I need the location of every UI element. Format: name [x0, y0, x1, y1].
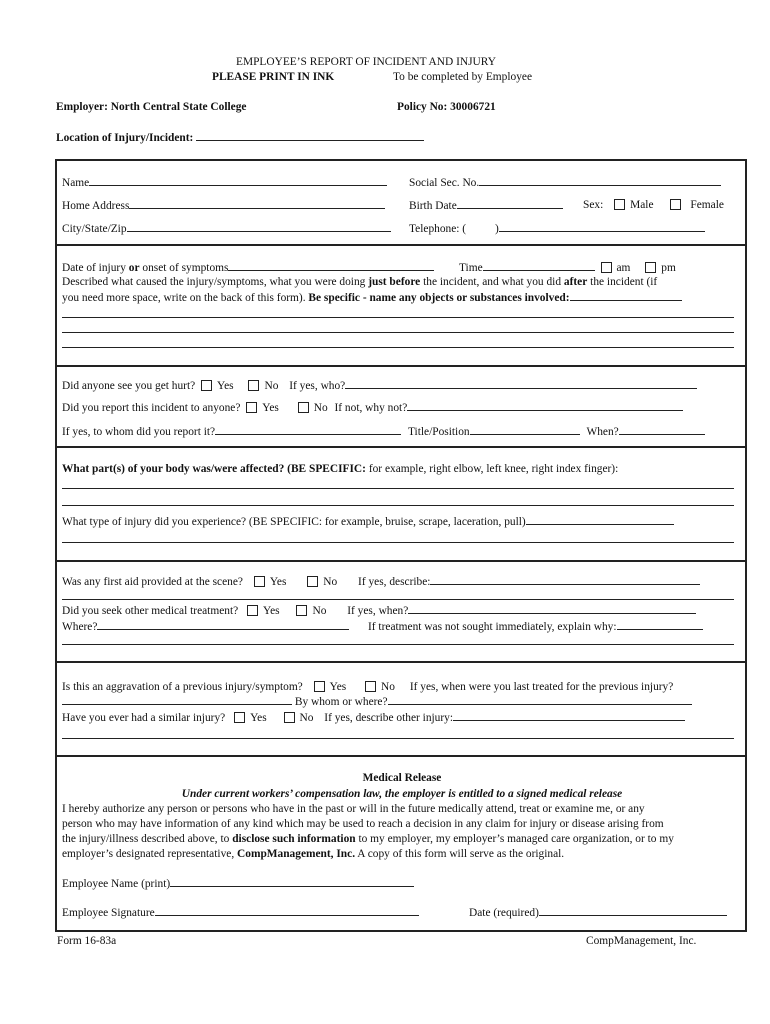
- injury-type-field[interactable]: [526, 515, 674, 525]
- no-label: No: [299, 712, 314, 724]
- time-field[interactable]: [483, 261, 595, 271]
- not-sought-row: [368, 620, 703, 633]
- desc-text: the incident, and what you did: [423, 276, 562, 288]
- anyone-see-no-checkbox[interactable]: [248, 380, 259, 391]
- release-paragraph-1: I hereby authorize any person or persons who have in the past or will in the future medically attend, treat or examine me, or any: [62, 803, 645, 815]
- time-row: [459, 261, 676, 274]
- name-row: [62, 176, 387, 189]
- desc-after: after: [563, 276, 588, 288]
- employee-signature-row: [62, 906, 419, 919]
- aggravation-question: Is this an aggravation of a previous injury/symptom?: [62, 681, 303, 693]
- location-label: Location of Injury/Incident:: [56, 132, 194, 144]
- description-line[interactable]: [62, 317, 734, 318]
- city-row: [62, 222, 391, 235]
- by-whom-row: [62, 695, 692, 708]
- employer-line: [56, 101, 246, 113]
- other-injury-line[interactable]: [62, 738, 734, 739]
- date-required-row: [469, 906, 727, 919]
- telephone-close: ): [494, 223, 499, 235]
- completed-by-note: To be completed by Employee: [393, 71, 533, 83]
- anyone-see-yes-checkbox[interactable]: [201, 380, 212, 391]
- other-injury-field[interactable]: [453, 711, 685, 721]
- medical-release-subtitle: Under current workers’ compensation law, the employer is entitled to a signed medical release: [181, 788, 623, 800]
- form-title: EMPLOYEE’S REPORT OF INCIDENT AND INJURY: [236, 56, 496, 68]
- description-line[interactable]: [62, 332, 734, 333]
- home-address-row: [62, 199, 385, 212]
- am-checkbox[interactable]: [601, 262, 612, 273]
- home-address-field[interactable]: [129, 199, 385, 209]
- body-part-bold: What part(s) of your body was/were affected? (BE SPECIFIC:: [62, 463, 366, 475]
- policy-value: 30006721: [450, 101, 496, 113]
- location-line: [56, 131, 424, 144]
- city-label: City/State/Zip: [62, 223, 127, 235]
- yes-label: Yes: [329, 681, 347, 693]
- yes-label: Yes: [262, 402, 279, 414]
- male-label: Male: [630, 199, 654, 211]
- release-paragraph-4: [62, 848, 564, 860]
- yes-label: Yes: [269, 576, 287, 588]
- body-part-examples: for example, right elbow, left knee, right index finger):: [368, 463, 619, 475]
- reported-to-field[interactable]: [215, 425, 401, 435]
- date-required-field[interactable]: [539, 906, 727, 916]
- sex-row: [583, 199, 724, 211]
- date-or: or: [128, 262, 140, 274]
- section-divider: [55, 446, 747, 448]
- medical-release-title: Medical Release: [362, 772, 442, 784]
- city-field[interactable]: [127, 222, 391, 232]
- no-label: No: [313, 402, 328, 414]
- body-part-line[interactable]: [62, 505, 734, 506]
- no-label: No: [264, 380, 279, 392]
- employee-signature-field[interactable]: [155, 906, 419, 916]
- desc-text: Described what caused the injury/symptoms, what you were doing: [62, 276, 366, 288]
- release-text: employer’s designated representative,: [62, 848, 235, 860]
- other-injury-label: If yes, describe other injury:: [324, 712, 454, 724]
- description-field[interactable]: [570, 291, 682, 301]
- male-checkbox[interactable]: [614, 199, 625, 210]
- section-divider: [55, 560, 747, 562]
- date-suffix: onset of symptoms: [142, 262, 229, 274]
- reported-to-label: If yes, to whom did you report it?: [62, 426, 216, 438]
- employee-signature-label: Employee Signature: [62, 907, 155, 919]
- home-address-label: Home Address: [62, 200, 130, 212]
- sex-label: Sex:: [583, 199, 604, 211]
- description-line[interactable]: [62, 347, 734, 348]
- first-aid-row: [62, 575, 700, 588]
- ssn-row: [409, 176, 721, 189]
- last-treated-field[interactable]: [62, 695, 292, 705]
- pm-label: pm: [661, 262, 676, 274]
- section-divider: [55, 661, 747, 663]
- not-sought-line[interactable]: [62, 644, 734, 645]
- ssn-field[interactable]: [479, 176, 721, 186]
- aggravation-row: [62, 681, 673, 693]
- no-label: No: [323, 576, 338, 588]
- employee-name-row: [62, 877, 414, 890]
- desc-text: the incident (if: [590, 276, 658, 288]
- when-label: When?: [586, 426, 619, 438]
- description-line-1: [62, 276, 657, 288]
- release-text: the injury/illness described above, to: [62, 833, 230, 845]
- telephone-label: Telephone: (: [409, 223, 467, 235]
- first-aid-describe-field[interactable]: [430, 575, 700, 585]
- employee-name-label: Employee Name (print): [62, 878, 171, 890]
- desc-just-before: just before: [368, 276, 421, 288]
- title-position-label: Title/Position: [407, 426, 470, 438]
- injury-type-line[interactable]: [62, 542, 734, 543]
- date-prefix: Date of injury: [62, 262, 126, 274]
- where-row: [62, 620, 349, 633]
- release-paragraph-3: [62, 833, 674, 845]
- location-field[interactable]: [196, 131, 424, 141]
- similar-injury-question: Have you ever had a similar injury?: [62, 712, 226, 724]
- yes-label: Yes: [217, 380, 234, 392]
- by-whom-field[interactable]: [388, 695, 692, 705]
- aggravation-yes-checkbox[interactable]: [314, 681, 325, 692]
- body-part-line[interactable]: [62, 488, 734, 489]
- employer-label: Employer:: [56, 101, 108, 113]
- body-part-question: [62, 463, 618, 475]
- yes-label: Yes: [263, 605, 280, 617]
- describe-label: If yes, describe:: [358, 576, 431, 588]
- female-checkbox[interactable]: [670, 199, 681, 210]
- when-treated-label: If yes, when?: [347, 605, 409, 617]
- ssn-label: Social Sec. No.: [409, 177, 480, 189]
- date-required-label: Date (required): [469, 907, 539, 919]
- employer-value: North Central State College: [110, 101, 247, 113]
- employee-name-field[interactable]: [170, 877, 414, 887]
- form-number: Form 16-83a: [57, 935, 117, 947]
- who-field[interactable]: [345, 379, 697, 389]
- similar-injury-yes-checkbox[interactable]: [234, 712, 245, 723]
- when-field[interactable]: [619, 425, 705, 435]
- date-of-injury-field[interactable]: [228, 261, 434, 271]
- when-treated-field[interactable]: [408, 604, 696, 614]
- name-field[interactable]: [89, 176, 387, 186]
- policy-label: Policy No:: [397, 101, 448, 113]
- pm-checkbox[interactable]: [645, 262, 656, 273]
- birth-date-label: Birth Date: [409, 200, 457, 212]
- why-not-field[interactable]: [407, 401, 683, 411]
- medical-treatment-yes-checkbox[interactable]: [247, 605, 258, 616]
- section-divider: [55, 244, 747, 246]
- last-treated-label: If yes, when were you last treated for the previous injury?: [409, 681, 674, 693]
- release-compmanagement: CompManagement, Inc.: [237, 848, 356, 860]
- medical-treatment-row: [62, 604, 696, 617]
- desc-be-specific: Be specific - name any objects or substances involved:: [308, 292, 570, 304]
- why-not-label: If not, why not?: [334, 402, 408, 414]
- no-label: No: [312, 605, 327, 617]
- telephone-field[interactable]: [499, 222, 705, 232]
- time-label: Time: [459, 262, 483, 274]
- first-aid-no-checkbox[interactable]: [307, 576, 318, 587]
- desc-text: you need more space, write on the back of this form).: [62, 292, 306, 304]
- first-aid-question: Was any first aid provided at the scene?: [62, 576, 243, 588]
- similar-injury-no-checkbox[interactable]: [284, 712, 295, 723]
- date-of-injury-row: [62, 261, 434, 274]
- injury-type-row: [62, 515, 674, 528]
- reported-to-row: [62, 425, 705, 438]
- not-sought-field[interactable]: [617, 620, 703, 630]
- release-disclose: disclose such information: [232, 833, 356, 845]
- anyone-see-question: Did anyone see you get hurt?: [62, 380, 196, 392]
- policy-line: [397, 101, 496, 113]
- release-text: A copy of this form will serve as the original.: [357, 848, 565, 860]
- description-line-2: [62, 291, 682, 304]
- print-in-ink-note: PLEASE PRINT IN INK: [212, 71, 335, 83]
- yes-label: Yes: [250, 712, 267, 724]
- first-aid-yes-checkbox[interactable]: [254, 576, 265, 587]
- section-divider: [55, 365, 747, 367]
- medical-treatment-question: Did you seek other medical treatment?: [62, 605, 239, 617]
- birth-date-row: [409, 199, 563, 212]
- section-divider: [55, 755, 747, 757]
- reported-row: [62, 401, 683, 414]
- where-field[interactable]: [97, 620, 349, 630]
- reported-no-checkbox[interactable]: [298, 402, 309, 413]
- by-whom-label: By whom or where?: [294, 696, 388, 708]
- title-position-field[interactable]: [470, 425, 580, 435]
- who-label: If yes, who?: [289, 380, 346, 392]
- not-sought-label: If treatment was not sought immediately, explain why:: [368, 621, 617, 633]
- medical-treatment-no-checkbox[interactable]: [296, 605, 307, 616]
- telephone-row: [409, 222, 705, 235]
- female-label: Female: [690, 199, 724, 211]
- release-paragraph-2: person who may have information of any kind which may be used to reach a decision in any claim for injury or disease arising from: [62, 818, 664, 830]
- anyone-see-row: [62, 379, 697, 392]
- similar-injury-row: [62, 711, 685, 724]
- area-code-field[interactable]: [469, 223, 495, 232]
- birth-date-field[interactable]: [457, 199, 563, 209]
- name-label: Name: [62, 177, 90, 189]
- am-label: am: [616, 262, 631, 274]
- reported-yes-checkbox[interactable]: [246, 402, 257, 413]
- first-aid-line[interactable]: [62, 599, 734, 600]
- aggravation-no-checkbox[interactable]: [365, 681, 376, 692]
- no-label: No: [381, 681, 395, 693]
- reported-question: Did you report this incident to anyone?: [62, 402, 241, 414]
- injury-type-question: What type of injury did you experience? (BE SPECIFIC: for example, bruise, scrape, laceration, pull): [62, 516, 526, 528]
- where-label: Where?: [62, 621, 98, 633]
- form-frame: [55, 159, 747, 932]
- company-name: CompManagement, Inc.: [586, 935, 697, 947]
- release-text: to my employer, my employer’s managed care organization, or to my: [358, 833, 674, 845]
